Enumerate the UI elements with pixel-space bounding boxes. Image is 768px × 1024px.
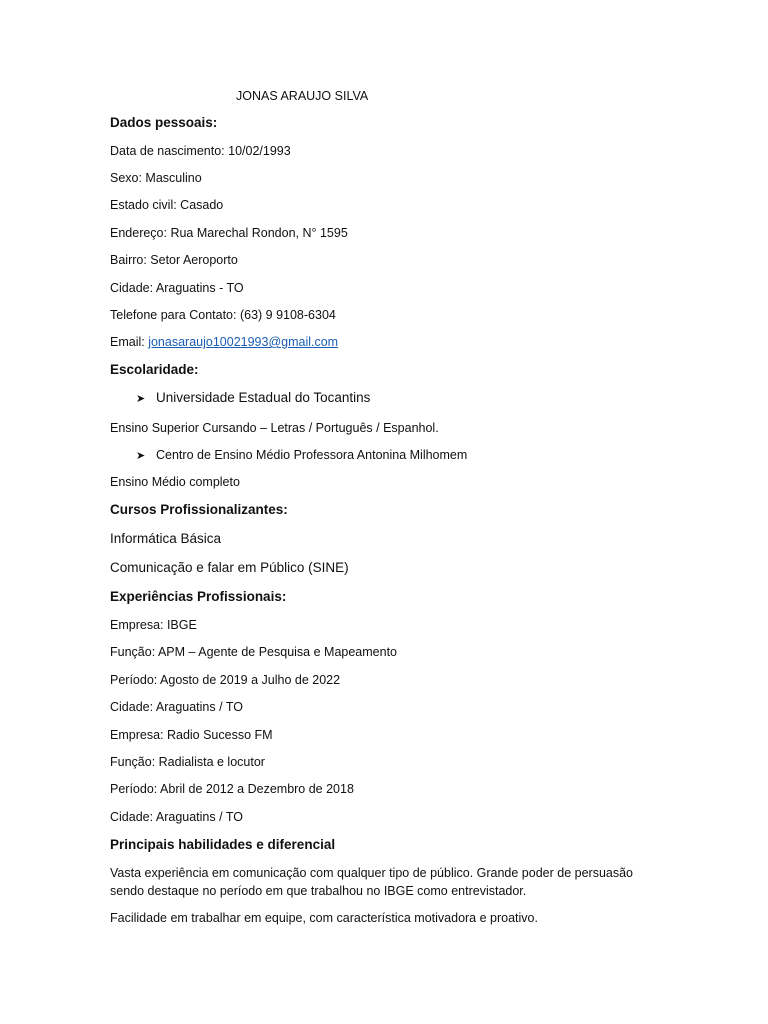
experience-line: Cidade: Araguatins / TO [110, 700, 243, 714]
civil-status: Estado civil: Casado [110, 198, 224, 212]
phone: Telefone para Contato: (63) 9 9108-6304 [110, 308, 336, 322]
course-item: Comunicação e falar em Público (SINE) [110, 560, 349, 575]
experience-line: Período: Abril de 2012 a Dezembro de 2018 [110, 782, 354, 796]
city: Cidade: Araguatins - TO [110, 281, 244, 295]
education-heading: Escolaridade: [110, 362, 199, 377]
skills-heading: Principais habilidades e diferencial [110, 837, 336, 852]
course-item: Informática Básica [110, 531, 222, 546]
experience-line: Empresa: Radio Sucesso FM [110, 728, 273, 742]
education-detail-2: Ensino Médio completo [110, 475, 240, 489]
education-item-1 [136, 390, 370, 407]
experience-line: Função: APM – Agente de Pesquisa e Mapeamento [110, 645, 397, 659]
candidate-name: JONAS ARAUJO SILVA [236, 89, 369, 103]
email-label: Email: [110, 335, 149, 349]
experience-line: Função: Radialista e locutor [110, 755, 265, 769]
personal-heading: Dados pessoais: [110, 115, 218, 130]
school-name: Universidade Estadual do Tocantins [156, 390, 371, 405]
email-row [110, 334, 338, 350]
district: Bairro: Setor Aeroporto [110, 253, 238, 267]
education-item-2 [136, 447, 467, 464]
experience-line: Empresa: IBGE [110, 618, 197, 632]
school-name: Centro de Ensino Médio Professora Antonina Milhomem [156, 448, 468, 462]
arrow-bullet-icon: ➤ [136, 393, 146, 405]
courses-heading: Cursos Profissionalizantes: [110, 502, 288, 517]
email-link[interactable]: jonasaraujo10021993@gmail.com [148, 335, 339, 349]
arrow-bullet-icon: ➤ [136, 450, 146, 462]
experience-line: Cidade: Araguatins / TO [110, 810, 243, 824]
experience-line: Período: Agosto de 2019 a Julho de 2022 [110, 673, 341, 687]
address: Endereço: Rua Marechal Rondon, N° 1595 [110, 226, 348, 240]
education-detail-1: Ensino Superior Cursando – Letras / Português / Espanhol. [110, 421, 439, 435]
sex: Sexo: Masculino [110, 171, 202, 185]
experience-heading: Experiências Profissionais: [110, 589, 287, 604]
birth-date: Data de nascimento: 10/02/1993 [110, 144, 291, 158]
skills-paragraph: Vasta experiência em comunicação com qualquer tipo de público. Grande poder de persuasão sendo destaque no período em que trabalhou no IBGE como entrevistador. [110, 866, 634, 898]
skills-paragraph: Facilidade em trabalhar em equipe, com característica motivadora e proativo. [110, 911, 538, 925]
